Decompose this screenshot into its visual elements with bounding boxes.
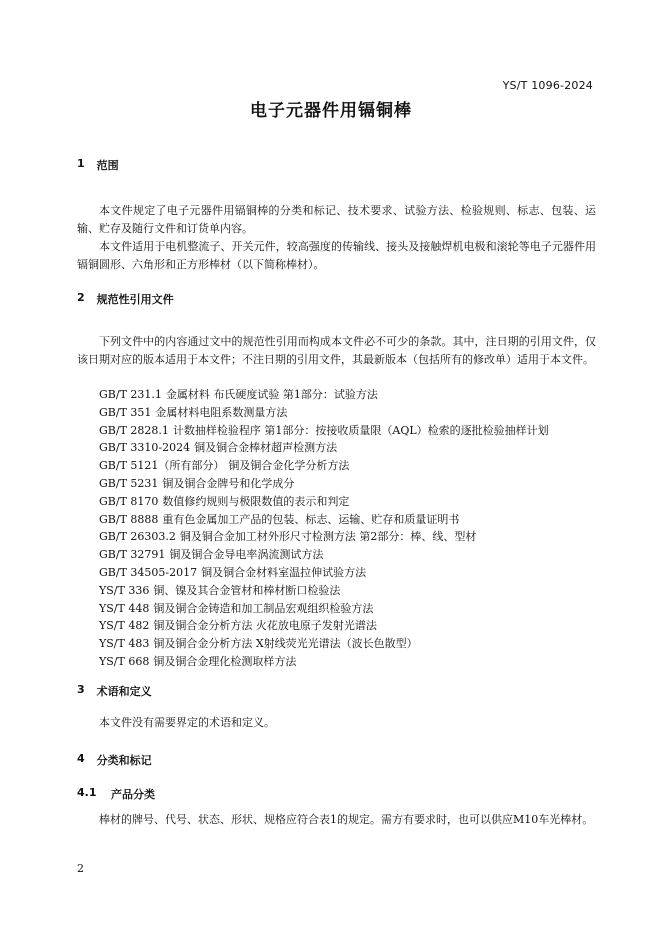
reference-code: YS/T 336 bbox=[99, 583, 150, 597]
reference-item bbox=[99, 439, 549, 457]
document-title: 电子元器件用镉铜棒 bbox=[250, 101, 412, 121]
section-2-heading bbox=[77, 291, 174, 307]
reference-title: 计数抽样检验程序 第1部分：按接收质量限（AQL）检索的逐批检验抽样计划 bbox=[172, 423, 549, 437]
reference-code: GB/T 26303.2 bbox=[99, 530, 176, 544]
reference-title: 铜及铜合金理化检测取样方法 bbox=[153, 654, 297, 668]
reference-item bbox=[99, 546, 549, 564]
section-4-1-title: 产品分类 bbox=[111, 788, 155, 801]
reference-code: GB/T 231.1 bbox=[99, 388, 162, 401]
reference-item bbox=[99, 404, 549, 422]
section-4-1-text: 棒材的牌号、代号、状态、形状、规格应符合表1的规定。需方有要求时，也可以供应M10车光棒材。 bbox=[99, 813, 594, 826]
section-1-number: 1 bbox=[77, 157, 85, 170]
reference-code: GB/T 3310-2024 bbox=[99, 441, 191, 455]
reference-title: 金属材料 布氏硬度试验 第1部分：试验方法 bbox=[165, 388, 378, 401]
reference-item bbox=[99, 600, 549, 618]
reference-item bbox=[99, 475, 549, 493]
reference-item bbox=[99, 528, 549, 546]
section-3-number: 3 bbox=[77, 683, 85, 696]
section-3-title: 术语和定义 bbox=[96, 685, 152, 698]
reference-item bbox=[99, 617, 549, 635]
reference-title: 重有色金属加工产品的包装、标志、运输、贮存和质量证明书 bbox=[162, 512, 460, 526]
reference-title: 铜及铜合金导电率涡流测试方法 bbox=[169, 548, 324, 562]
section-3-heading bbox=[77, 683, 152, 699]
reference-code: GB/T 351 bbox=[99, 405, 152, 419]
reference-code: YS/T 448 bbox=[99, 601, 150, 615]
reference-code: GB/T 2828.1 bbox=[99, 423, 169, 437]
reference-code: YS/T 482 bbox=[99, 619, 150, 633]
standard-number: YS/T 1096-2024 bbox=[502, 79, 593, 92]
reference-title: 铜及铜合金牌号和化学成分 bbox=[162, 476, 295, 490]
reference-item bbox=[99, 386, 549, 404]
reference-code: GB/T 5121（所有部分） bbox=[99, 459, 225, 473]
section-4-1-heading bbox=[77, 786, 155, 802]
reference-title: 铜及铜合金加工材外形尺寸检测方法 第2部分：棒、线、型材 bbox=[179, 530, 477, 544]
section-4-heading bbox=[77, 752, 152, 768]
section-2-number: 2 bbox=[77, 291, 85, 304]
reference-item bbox=[99, 653, 549, 671]
reference-title: 铜及铜合金铸造和加工制品宏观组织检验方法 bbox=[153, 601, 374, 615]
reference-code: GB/T 8170 bbox=[99, 494, 159, 508]
reference-list bbox=[99, 386, 549, 671]
section-2-title: 规范性引用文件 bbox=[96, 293, 174, 306]
reference-item bbox=[99, 422, 549, 440]
reference-title: 铜及铜合金材料室温拉伸试验方法 bbox=[201, 565, 367, 579]
reference-title: 铜及铜合金分析方法 X射线荧光光谱法（波长色散型） bbox=[153, 637, 418, 651]
reference-item bbox=[99, 582, 549, 600]
page-number: 2 bbox=[77, 862, 84, 875]
section-4-title: 分类和标记 bbox=[96, 754, 152, 767]
reference-item bbox=[99, 564, 549, 582]
section-4-1-number: 4.1 bbox=[77, 786, 97, 799]
reference-title: 铜、镍及其合金管材和棒材断口检验法 bbox=[153, 583, 341, 597]
reference-code: YS/T 668 bbox=[99, 654, 150, 668]
reference-item bbox=[99, 635, 549, 653]
section-1-heading bbox=[77, 157, 119, 173]
reference-title: 铜及铜合金分析方法 火花放电原子发射光谱法 bbox=[153, 619, 377, 633]
reference-title: 数值修约规则与极限数值的表示和判定 bbox=[162, 494, 350, 508]
reference-item bbox=[99, 493, 549, 511]
section-3-text: 本文件没有需要界定的术语和定义。 bbox=[99, 716, 275, 729]
reference-item bbox=[99, 511, 549, 529]
section-4-number: 4 bbox=[77, 752, 85, 765]
reference-code: GB/T 34505-2017 bbox=[99, 565, 198, 579]
reference-title: 铜及铜合金棒材超声检测方法 bbox=[194, 441, 338, 455]
reference-code: YS/T 483 bbox=[99, 637, 150, 651]
reference-item bbox=[99, 457, 549, 475]
reference-code: GB/T 5231 bbox=[99, 476, 159, 490]
reference-code: GB/T 8888 bbox=[99, 512, 159, 526]
section-1-paragraph-2: 本文件适用于电机整流子、开关元件，较高强度的传输线、接头及接触焊机电极和滚轮等电子元器件用镉铜圆形、六角形和正方形棒材（以下简称棒材）。 bbox=[77, 240, 596, 271]
reference-title: 铜及铜合金化学分析方法 bbox=[228, 459, 350, 473]
reference-code: GB/T 32791 bbox=[99, 548, 166, 562]
reference-title: 金属材料电阻系数测量方法 bbox=[155, 405, 288, 419]
section-1-title: 范围 bbox=[96, 159, 119, 172]
section-2-intro: 下列文件中的内容通过文中的规范性引用而构成本文件必不可少的条款。其中，注日期的引用文件，仅该日期对应的版本适用于本文件；不注日期的引用文件，其最新版本（包括所有的修改单）适用于本文件。 bbox=[77, 335, 596, 366]
section-1-paragraph-1: 本文件规定了电子元器件用镉铜棒的分类和标记、技术要求、试验方法、检验规则、标志、包装、运输、贮存及随行文件和订货单内容。 bbox=[77, 204, 596, 235]
